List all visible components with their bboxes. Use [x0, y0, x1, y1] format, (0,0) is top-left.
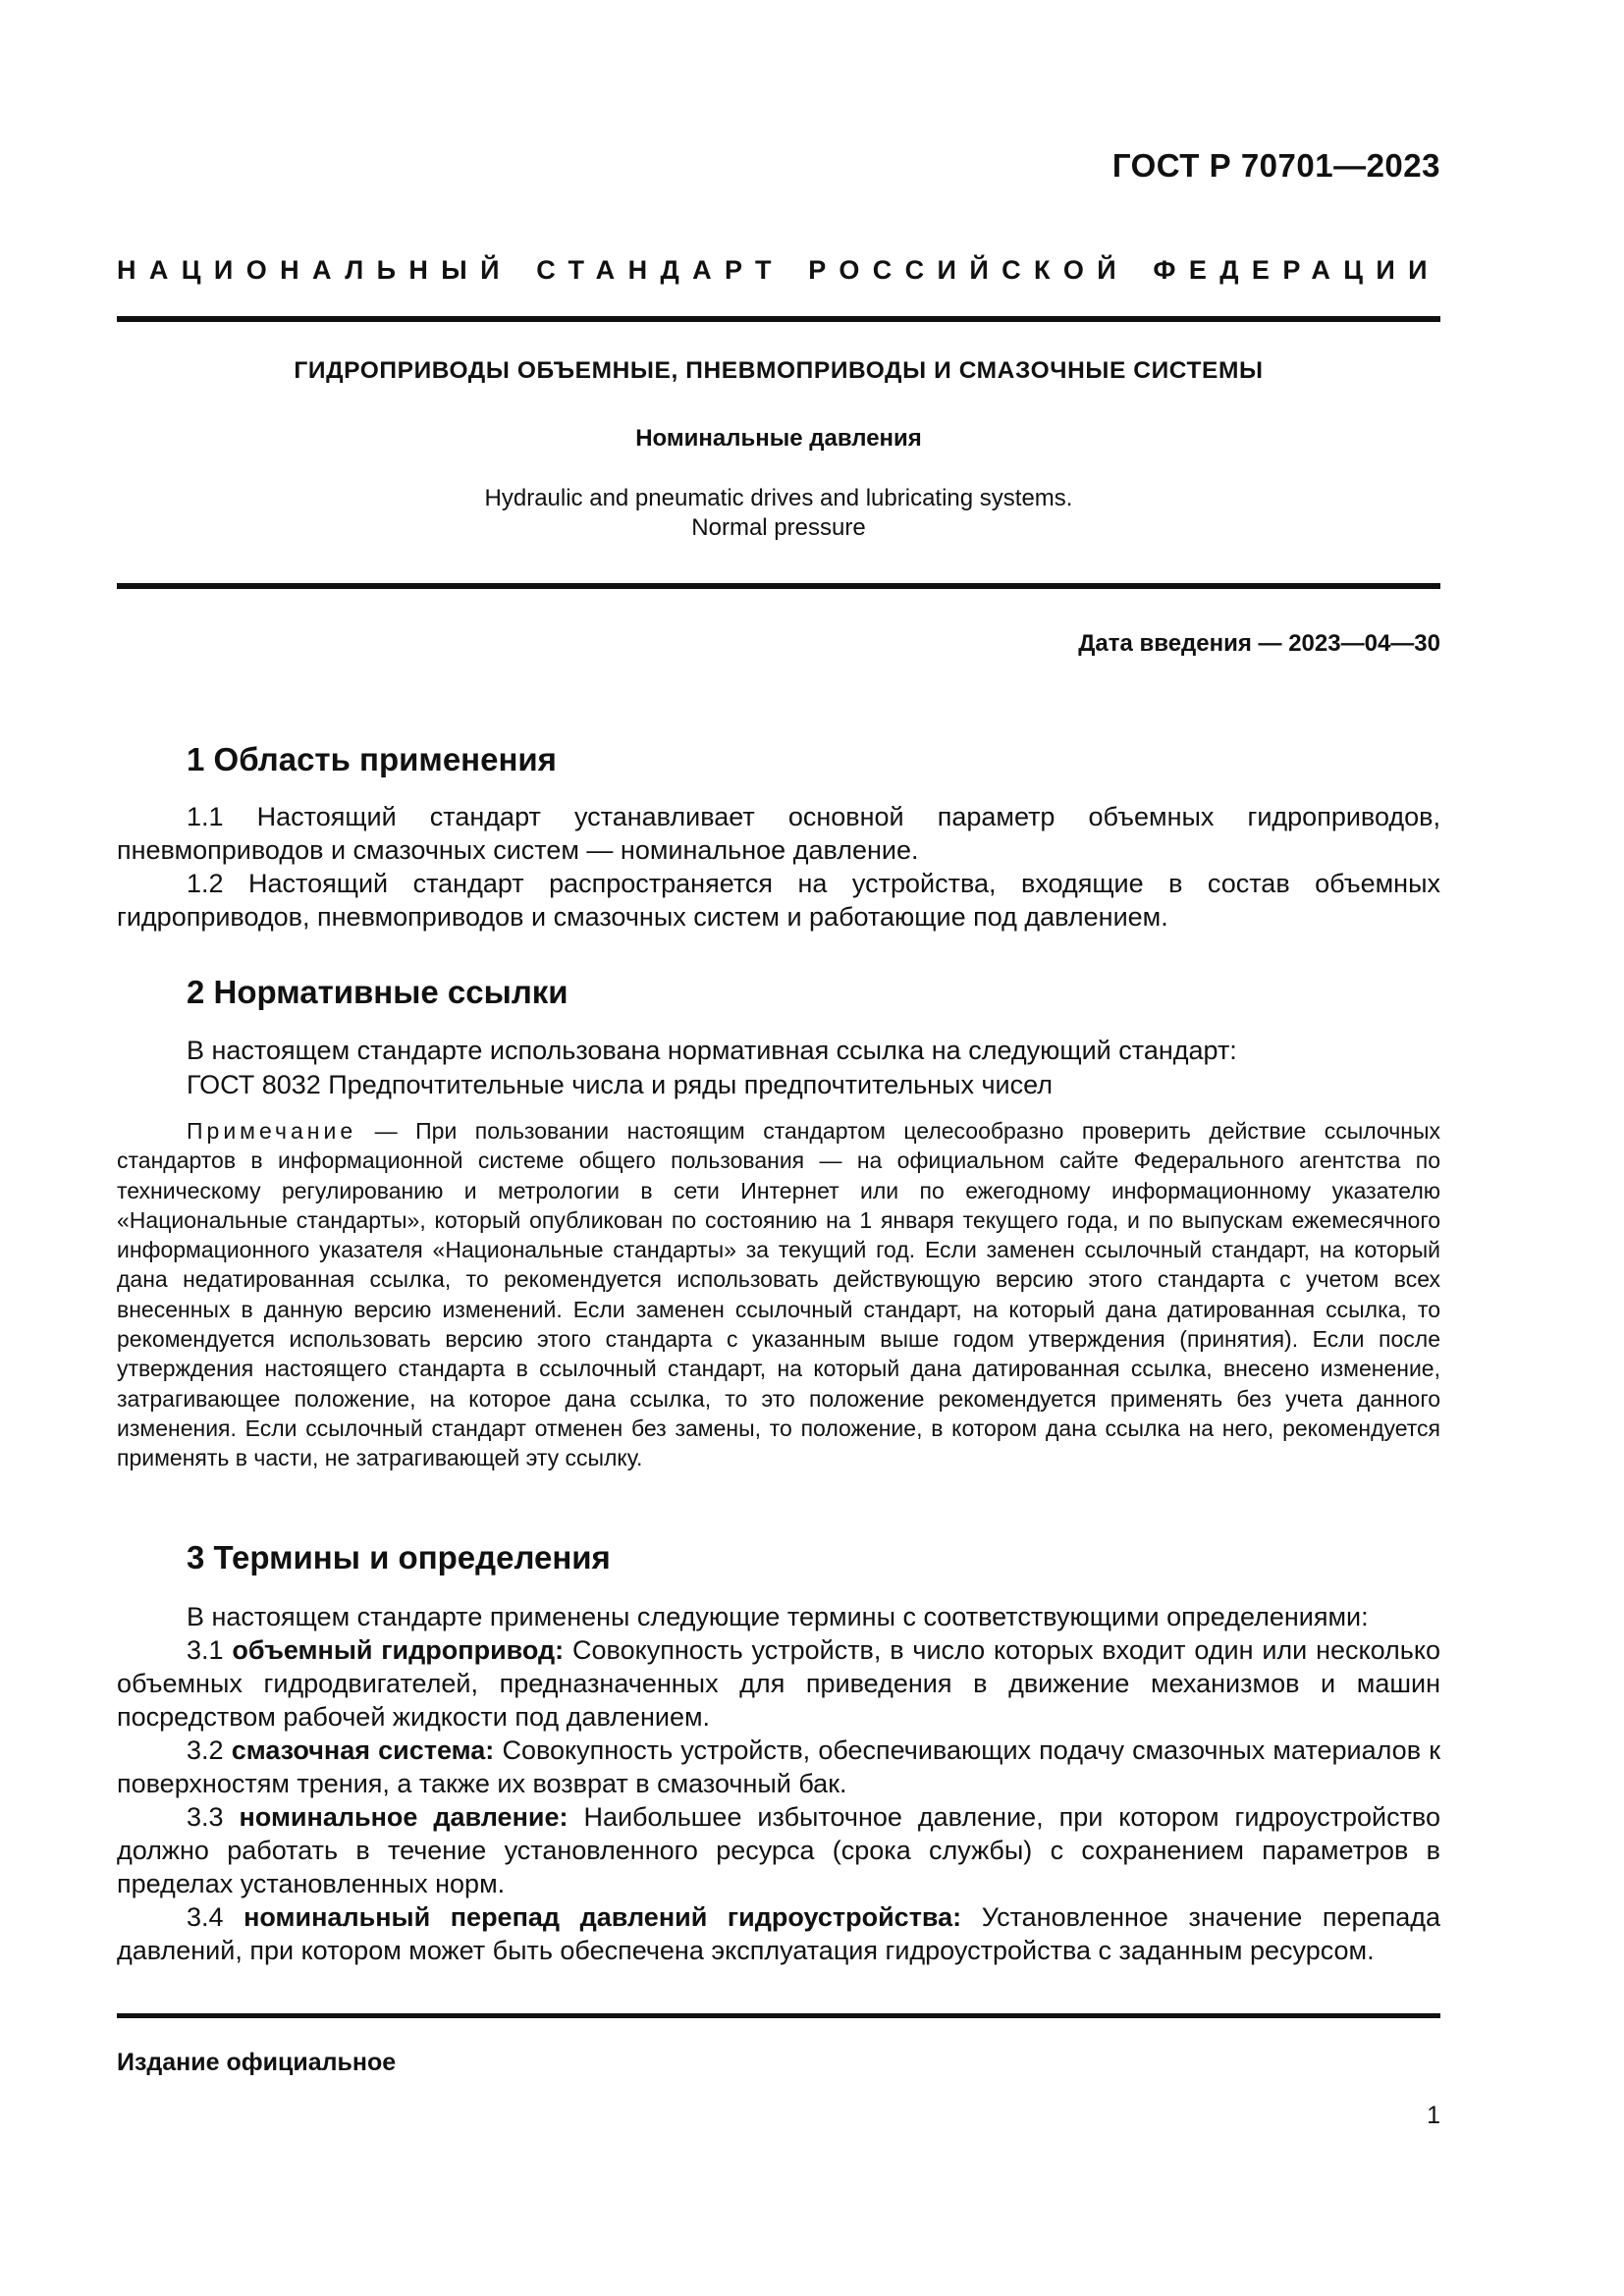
section-1-heading: 1 Область применения	[187, 741, 557, 777]
footer-divider	[117, 2013, 1440, 2018]
term-3-3: 3.3 номинальное давление: Наибольшее избыточное давление, при котором гидроустройство должно работать в течение установленного ресурса (срока службы) с сохранением параметров в пределах установленных норм.	[117, 1802, 1440, 1898]
introduction-date: Дата введения — 2023—04—30	[1078, 630, 1440, 657]
paragraph-3-intro: В настоящем стандарте применены следующие термины с соответствующими определениями:	[187, 1602, 1369, 1631]
term-3-4-name: номинальный перепад давлений гидроустройства:	[244, 1902, 962, 1932]
top-divider	[117, 316, 1440, 322]
term-3-2-name: смазочная система:	[231, 1735, 495, 1765]
note-text: — При пользовании настоящим стандартом целесообразно проверить действие ссылочных стандартов в информационной системе общего пользования — на официальном сайте Федерального агентства по техническому регулированию и метрологии в сети Интернет или по ежегодному информационному указателю «Национальные стандарты», который опубликован по состоянию на 1 января текущего года, и по выпускам ежемесячного информационного указателя «Национальные стандарты» за текущий год. Если заменен ссылочный стандарт, на который дана недатированная ссылка, то рекомендуется использовать действующую версию этого стандарта с учетом всех внесенных в данную версию изменений. Если заменен ссылочный стандарт, на который дана датированная ссылка, то рекомендуется использовать версию этого стандарта с указанным выше годом утверждения (принятия). Если после утверждения настоящего стандарта в ссылочный стандарт, на который дана датированная ссылка, внесено изменение, затрагивающее положение, на которое дана ссылка, то это положение рекомендуется применять без учета данного изменения. Если ссылочный стандарт отменен без замены, то положение, в котором дана ссылка на него, рекомендуется применять в части, не затрагивающей эту ссылку.	[117, 1118, 1440, 1471]
document-code: ГОСТ Р 70701—2023	[1111, 147, 1440, 184]
note-label: Примечание	[187, 1118, 357, 1144]
section-2-heading: 2 Нормативные ссылки	[187, 974, 568, 1010]
paragraph-2-intro: В настоящем стандарте использована нормативная ссылка на следующий стандарт:	[187, 1036, 1237, 1065]
national-standard-title: НАЦИОНАЛЬНЫЙ СТАНДАРТ РОССИЙСКОЙ ФЕДЕРАЦИИ	[117, 255, 1440, 285]
term-3-1-name: объемный гидропривод:	[232, 1635, 565, 1665]
english-title-line-2: Normal pressure	[691, 514, 866, 541]
note-paragraph	[117, 1116, 1440, 1473]
paragraph-2-reference: ГОСТ 8032 Предпочтительные числа и ряды предпочтительных чисел	[187, 1070, 1053, 1099]
paragraph-1-1: 1.1 Настоящий стандарт устанавливает основной параметр объемных гидроприводов, пневмоприводов и смазочных систем — номинальное давление.	[117, 802, 1440, 865]
term-3-1: 3.1 объемный гидропривод: Совокупность устройств, в число которых входит один или несколько объемных гидродвигателей, предназначенных для приведения в движение механизмов и машин посредством рабочей жидкости под давлением.	[117, 1635, 1440, 1732]
term-3-2: 3.2 смазочная система: Совокупность устройств, обеспечивающих подачу смазочных материалов к поверхностям трения, а также их возврат в смазочный бак.	[117, 1735, 1441, 1798]
standard-title: ГИДРОПРИВОДЫ ОБЪЕМНЫЕ, ПНЕВМОПРИВОДЫ И СМАЗОЧНЫЕ СИСТЕМЫ	[294, 357, 1264, 384]
edition-label: Издание официальное	[117, 2049, 397, 2076]
english-title	[117, 484, 1440, 543]
english-title-line-1: Hydraulic and pneumatic drives and lubricating systems.	[484, 485, 1073, 511]
title-divider	[117, 583, 1440, 589]
standard-subtitle: Номинальные давления	[635, 425, 922, 452]
paragraph-1-2: 1.2 Настоящий стандарт распространяется на устройства, входящие в состав объемных гидроприводов, пневмоприводов и смазочных систем и работающие под давлением.	[117, 869, 1440, 932]
term-3-3-name: номинальное давление:	[239, 1802, 568, 1832]
page-number: 1	[1427, 2102, 1440, 2129]
section-3-heading: 3 Термины и определения	[187, 1539, 611, 1575]
term-3-4: 3.4 номинальный перепад давлений гидроустройства: Установленное значение перепада давлений, при котором может быть обеспечена эксплуатация гидроустройства с заданным ресурсом.	[117, 1902, 1440, 1965]
